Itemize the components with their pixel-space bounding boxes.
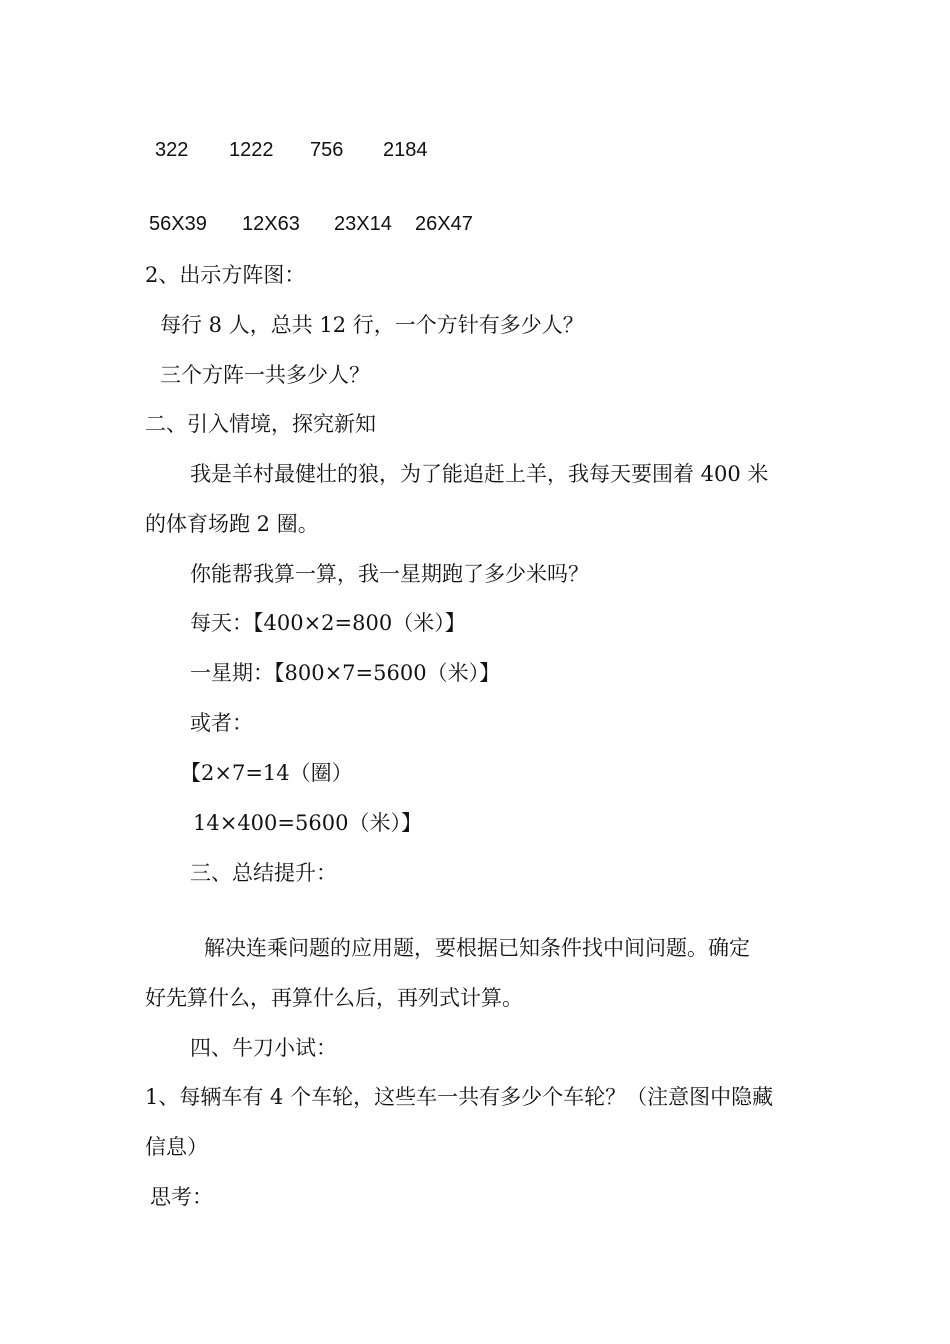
results-row (0, 136, 950, 164)
section-three-heading: 三、总结提升： (190, 861, 337, 885)
section-four-heading: 四、牛刀小试： (190, 1036, 337, 1060)
summary-line-2: 好先算什么，再算什么后，再列式计算。 (145, 986, 523, 1010)
story-paragraph-line-1: 我是羊村最健壮的狼，为了能追赶上羊，我每天要围着 400 米 (190, 462, 769, 486)
question-matrix-one: 每行 8 人，总共 12 行，一个方针有多少人？ (160, 313, 584, 337)
expression-4: 26X47 (415, 213, 473, 235)
exercise-1-line-2: 信息） (145, 1135, 208, 1159)
section-item-2-heading: 2、出示方阵图： (145, 263, 306, 287)
result-2: 1222 (229, 139, 274, 161)
expression-2: 12X63 (242, 213, 300, 235)
section-two-heading: 二、引入情境，探究新知 (145, 412, 376, 436)
story-question: 你能帮我算一算，我一星期跑了多少米吗？ (190, 562, 589, 586)
expression-1: 56X39 (149, 213, 207, 235)
exercise-1-line-1: 1、每辆车有 4 个车轮，这些车一共有多少个车轮？（注意图中隐藏 (145, 1085, 774, 1109)
think-label: 思考： (150, 1185, 213, 1209)
alternative-step-1: 【2×7=14（圈） (180, 761, 353, 785)
result-3: 756 (310, 139, 344, 161)
weekly-calculation: 一星期：【800×7=5600（米）】 (190, 661, 501, 685)
alternative-step-2: 14×400=5600（米）】 (193, 811, 422, 835)
result-1: 322 (155, 139, 189, 161)
story-paragraph-line-2: 的体育场跑 2 圈。 (145, 512, 319, 536)
daily-calculation: 每天：【400×2=800（米）】 (190, 611, 466, 635)
question-matrix-three: 三个方阵一共多少人？ (160, 363, 370, 387)
alternative-label: 或者： (190, 711, 253, 735)
result-4: 2184 (383, 139, 428, 161)
expression-3: 23X14 (334, 213, 392, 235)
expressions-row (0, 210, 950, 238)
summary-line-1: 解决连乘问题的应用题，要根据已知条件找中间问题。确定 (204, 936, 750, 960)
